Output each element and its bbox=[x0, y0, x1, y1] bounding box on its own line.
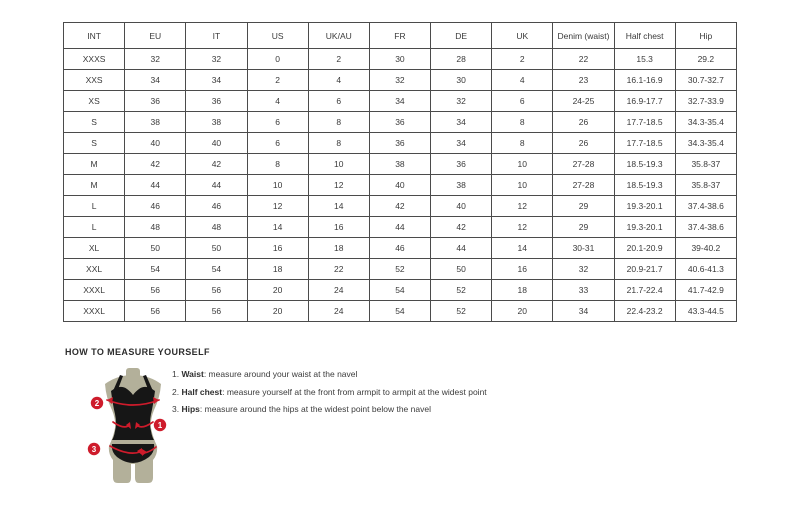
size-cell: 46 bbox=[186, 196, 247, 217]
size-cell: 36 bbox=[125, 91, 186, 112]
size-cell: 44 bbox=[369, 217, 430, 238]
column-header: Half chest bbox=[614, 23, 675, 49]
column-header: IT bbox=[186, 23, 247, 49]
step-label: Hips bbox=[181, 404, 200, 414]
size-cell: XXL bbox=[64, 259, 125, 280]
size-cell: 22 bbox=[308, 259, 369, 280]
size-cell: 22 bbox=[553, 49, 614, 70]
size-cell: 32 bbox=[125, 49, 186, 70]
table-row bbox=[64, 259, 737, 280]
column-header: EU bbox=[125, 23, 186, 49]
size-chart-header bbox=[64, 23, 737, 49]
size-cell: 42 bbox=[125, 154, 186, 175]
measure-steps bbox=[172, 369, 487, 422]
size-cell: 4 bbox=[308, 70, 369, 91]
step-text: : measure around the hips at the widest point below the navel bbox=[199, 404, 431, 414]
size-cell: 2 bbox=[247, 70, 308, 91]
size-cell: 40.6-41.3 bbox=[675, 259, 736, 280]
size-cell: 44 bbox=[125, 175, 186, 196]
size-cell: 54 bbox=[369, 301, 430, 322]
step-label: Waist bbox=[181, 369, 204, 379]
size-cell: L bbox=[64, 217, 125, 238]
size-cell: M bbox=[64, 154, 125, 175]
size-cell: 12 bbox=[492, 217, 553, 238]
table-row bbox=[64, 70, 737, 91]
size-cell: XXS bbox=[64, 70, 125, 91]
column-header: Denim (waist) bbox=[553, 23, 614, 49]
size-cell: 18 bbox=[308, 238, 369, 259]
size-cell: 34 bbox=[431, 133, 492, 154]
table-row bbox=[64, 133, 737, 154]
size-cell: 36 bbox=[369, 133, 430, 154]
column-header: FR bbox=[369, 23, 430, 49]
size-cell: 30 bbox=[431, 70, 492, 91]
badge-chest-number: 2 bbox=[94, 399, 100, 408]
size-cell: 18 bbox=[247, 259, 308, 280]
size-cell: 26 bbox=[553, 112, 614, 133]
size-cell: S bbox=[64, 112, 125, 133]
size-cell: 43.3-44.5 bbox=[675, 301, 736, 322]
size-cell: 16.9-17.7 bbox=[614, 91, 675, 112]
size-cell: 30.7-32.7 bbox=[675, 70, 736, 91]
step-text: : measure around your waist at the navel bbox=[203, 369, 358, 379]
size-cell: 54 bbox=[369, 280, 430, 301]
measure-step bbox=[172, 387, 487, 397]
size-cell: 54 bbox=[125, 259, 186, 280]
size-cell: 32 bbox=[431, 91, 492, 112]
measure-section-title: HOW TO MEASURE YOURSELF bbox=[65, 347, 210, 357]
size-cell: 30-31 bbox=[553, 238, 614, 259]
table-row bbox=[64, 217, 737, 238]
size-cell: 54 bbox=[186, 259, 247, 280]
size-cell: XXXS bbox=[64, 49, 125, 70]
size-cell: 18.5-19.3 bbox=[614, 175, 675, 196]
size-cell: 36 bbox=[431, 154, 492, 175]
size-cell: 0 bbox=[247, 49, 308, 70]
size-cell: 6 bbox=[247, 112, 308, 133]
size-cell: 40 bbox=[369, 175, 430, 196]
size-cell: 2 bbox=[308, 49, 369, 70]
table-row bbox=[64, 196, 737, 217]
step-text: : measure yourself at the front from armpit to armpit at the widest point bbox=[222, 386, 487, 397]
size-cell: 46 bbox=[369, 238, 430, 259]
size-cell: 34 bbox=[431, 112, 492, 133]
size-cell: 14 bbox=[492, 238, 553, 259]
size-cell: 36 bbox=[186, 91, 247, 112]
size-cell: 17.7-18.5 bbox=[614, 133, 675, 154]
size-chart-section bbox=[63, 22, 737, 322]
size-cell: XXXL bbox=[64, 280, 125, 301]
size-cell: 32 bbox=[186, 49, 247, 70]
size-cell: 50 bbox=[186, 238, 247, 259]
size-cell: 27-28 bbox=[553, 175, 614, 196]
size-cell: 39-40.2 bbox=[675, 238, 736, 259]
table-row bbox=[64, 301, 737, 322]
size-cell: 20 bbox=[247, 280, 308, 301]
table-row bbox=[64, 280, 737, 301]
size-cell: 26 bbox=[553, 133, 614, 154]
size-cell: 35.8-37 bbox=[675, 154, 736, 175]
size-cell: 50 bbox=[125, 238, 186, 259]
column-header: UK/AU bbox=[308, 23, 369, 49]
badge-waist-number: 1 bbox=[157, 421, 163, 430]
measurement-figure bbox=[83, 368, 183, 488]
size-cell: 30 bbox=[369, 49, 430, 70]
size-cell: 21.7-22.4 bbox=[614, 280, 675, 301]
size-cell: 23 bbox=[553, 70, 614, 91]
size-cell: 16 bbox=[492, 259, 553, 280]
size-cell: 24 bbox=[308, 280, 369, 301]
size-cell: 2 bbox=[492, 49, 553, 70]
size-cell: 34 bbox=[553, 301, 614, 322]
size-cell: 34.3-35.4 bbox=[675, 112, 736, 133]
size-cell: XL bbox=[64, 238, 125, 259]
size-cell: 56 bbox=[186, 280, 247, 301]
size-cell: 34 bbox=[369, 91, 430, 112]
size-cell: 18.5-19.3 bbox=[614, 154, 675, 175]
size-cell: 8 bbox=[308, 112, 369, 133]
size-cell: 46 bbox=[125, 196, 186, 217]
size-cell: 50 bbox=[431, 259, 492, 280]
size-cell: 15.3 bbox=[614, 49, 675, 70]
size-cell: 10 bbox=[247, 175, 308, 196]
size-cell: 56 bbox=[125, 301, 186, 322]
table-row bbox=[64, 49, 737, 70]
size-cell: L bbox=[64, 196, 125, 217]
size-cell: 35.8-37 bbox=[675, 175, 736, 196]
measure-step bbox=[172, 404, 487, 414]
size-cell: 34 bbox=[125, 70, 186, 91]
size-cell: 37.4-38.6 bbox=[675, 196, 736, 217]
size-cell: 4 bbox=[492, 70, 553, 91]
size-cell: 56 bbox=[125, 280, 186, 301]
size-cell: 42 bbox=[369, 196, 430, 217]
size-cell: 16.1-16.9 bbox=[614, 70, 675, 91]
step-number: 1. bbox=[172, 369, 180, 379]
size-cell: 20.1-20.9 bbox=[614, 238, 675, 259]
size-cell: 16 bbox=[247, 238, 308, 259]
step-number: 2. bbox=[172, 386, 180, 397]
size-cell: 12 bbox=[492, 196, 553, 217]
size-cell: 32 bbox=[553, 259, 614, 280]
size-cell: 10 bbox=[492, 154, 553, 175]
size-cell: 40 bbox=[186, 133, 247, 154]
size-cell: 52 bbox=[431, 280, 492, 301]
size-cell: 32.7-33.9 bbox=[675, 91, 736, 112]
size-cell: 10 bbox=[308, 154, 369, 175]
size-chart-body bbox=[64, 49, 737, 322]
table-row bbox=[64, 154, 737, 175]
mannequin-illustration-icon bbox=[83, 368, 183, 488]
column-header: INT bbox=[64, 23, 125, 49]
size-cell: 28 bbox=[431, 49, 492, 70]
size-cell: 12 bbox=[308, 175, 369, 196]
size-cell: 18 bbox=[492, 280, 553, 301]
size-cell: 38 bbox=[369, 154, 430, 175]
size-cell: 33 bbox=[553, 280, 614, 301]
size-cell: 6 bbox=[247, 133, 308, 154]
size-cell: 10 bbox=[492, 175, 553, 196]
step-number: 3. bbox=[172, 404, 180, 414]
size-cell: 52 bbox=[431, 301, 492, 322]
size-cell: 42 bbox=[431, 217, 492, 238]
column-header: Hip bbox=[675, 23, 736, 49]
size-cell: 29.2 bbox=[675, 49, 736, 70]
size-cell: 17.7-18.5 bbox=[614, 112, 675, 133]
column-header: US bbox=[247, 23, 308, 49]
size-cell: 42 bbox=[186, 154, 247, 175]
size-cell: 34 bbox=[186, 70, 247, 91]
size-cell: 12 bbox=[247, 196, 308, 217]
size-cell: 38 bbox=[431, 175, 492, 196]
size-cell: 48 bbox=[186, 217, 247, 238]
size-cell: 36 bbox=[369, 112, 430, 133]
size-cell: 24-25 bbox=[553, 91, 614, 112]
badge-hips-number: 3 bbox=[91, 445, 97, 454]
size-cell: S bbox=[64, 133, 125, 154]
size-cell: 14 bbox=[247, 217, 308, 238]
size-cell: 8 bbox=[492, 112, 553, 133]
size-cell: 52 bbox=[369, 259, 430, 280]
size-cell: 27-28 bbox=[553, 154, 614, 175]
size-cell: XS bbox=[64, 91, 125, 112]
size-cell: 6 bbox=[492, 91, 553, 112]
table-row bbox=[64, 112, 737, 133]
size-cell: 16 bbox=[308, 217, 369, 238]
size-cell: 44 bbox=[431, 238, 492, 259]
measure-step bbox=[172, 369, 487, 379]
size-cell: 19.3-20.1 bbox=[614, 196, 675, 217]
table-row bbox=[64, 175, 737, 196]
size-cell: 40 bbox=[125, 133, 186, 154]
size-cell: 19.3-20.1 bbox=[614, 217, 675, 238]
size-chart-table bbox=[63, 22, 737, 322]
size-cell: 38 bbox=[186, 112, 247, 133]
header-row bbox=[64, 23, 737, 49]
size-cell: 8 bbox=[247, 154, 308, 175]
size-cell: 6 bbox=[308, 91, 369, 112]
size-cell: 56 bbox=[186, 301, 247, 322]
table-row bbox=[64, 238, 737, 259]
size-cell: 37.4-38.6 bbox=[675, 217, 736, 238]
size-cell: 20 bbox=[247, 301, 308, 322]
size-cell: 41.7-42.9 bbox=[675, 280, 736, 301]
size-cell: 32 bbox=[369, 70, 430, 91]
size-cell: 48 bbox=[125, 217, 186, 238]
size-cell: 4 bbox=[247, 91, 308, 112]
size-cell: 8 bbox=[308, 133, 369, 154]
column-header: DE bbox=[431, 23, 492, 49]
size-cell: 8 bbox=[492, 133, 553, 154]
step-label: Half chest bbox=[181, 386, 223, 397]
size-cell: 14 bbox=[308, 196, 369, 217]
size-cell: 29 bbox=[553, 217, 614, 238]
table-row bbox=[64, 91, 737, 112]
size-cell: 40 bbox=[431, 196, 492, 217]
size-cell: XXXL bbox=[64, 301, 125, 322]
size-cell: 34.3-35.4 bbox=[675, 133, 736, 154]
size-cell: 24 bbox=[308, 301, 369, 322]
size-cell: 29 bbox=[553, 196, 614, 217]
size-cell: 44 bbox=[186, 175, 247, 196]
size-cell: 22.4-23.2 bbox=[614, 301, 675, 322]
size-cell: 20 bbox=[492, 301, 553, 322]
size-cell: 38 bbox=[125, 112, 186, 133]
column-header: UK bbox=[492, 23, 553, 49]
size-cell: 20.9-21.7 bbox=[614, 259, 675, 280]
size-cell: M bbox=[64, 175, 125, 196]
